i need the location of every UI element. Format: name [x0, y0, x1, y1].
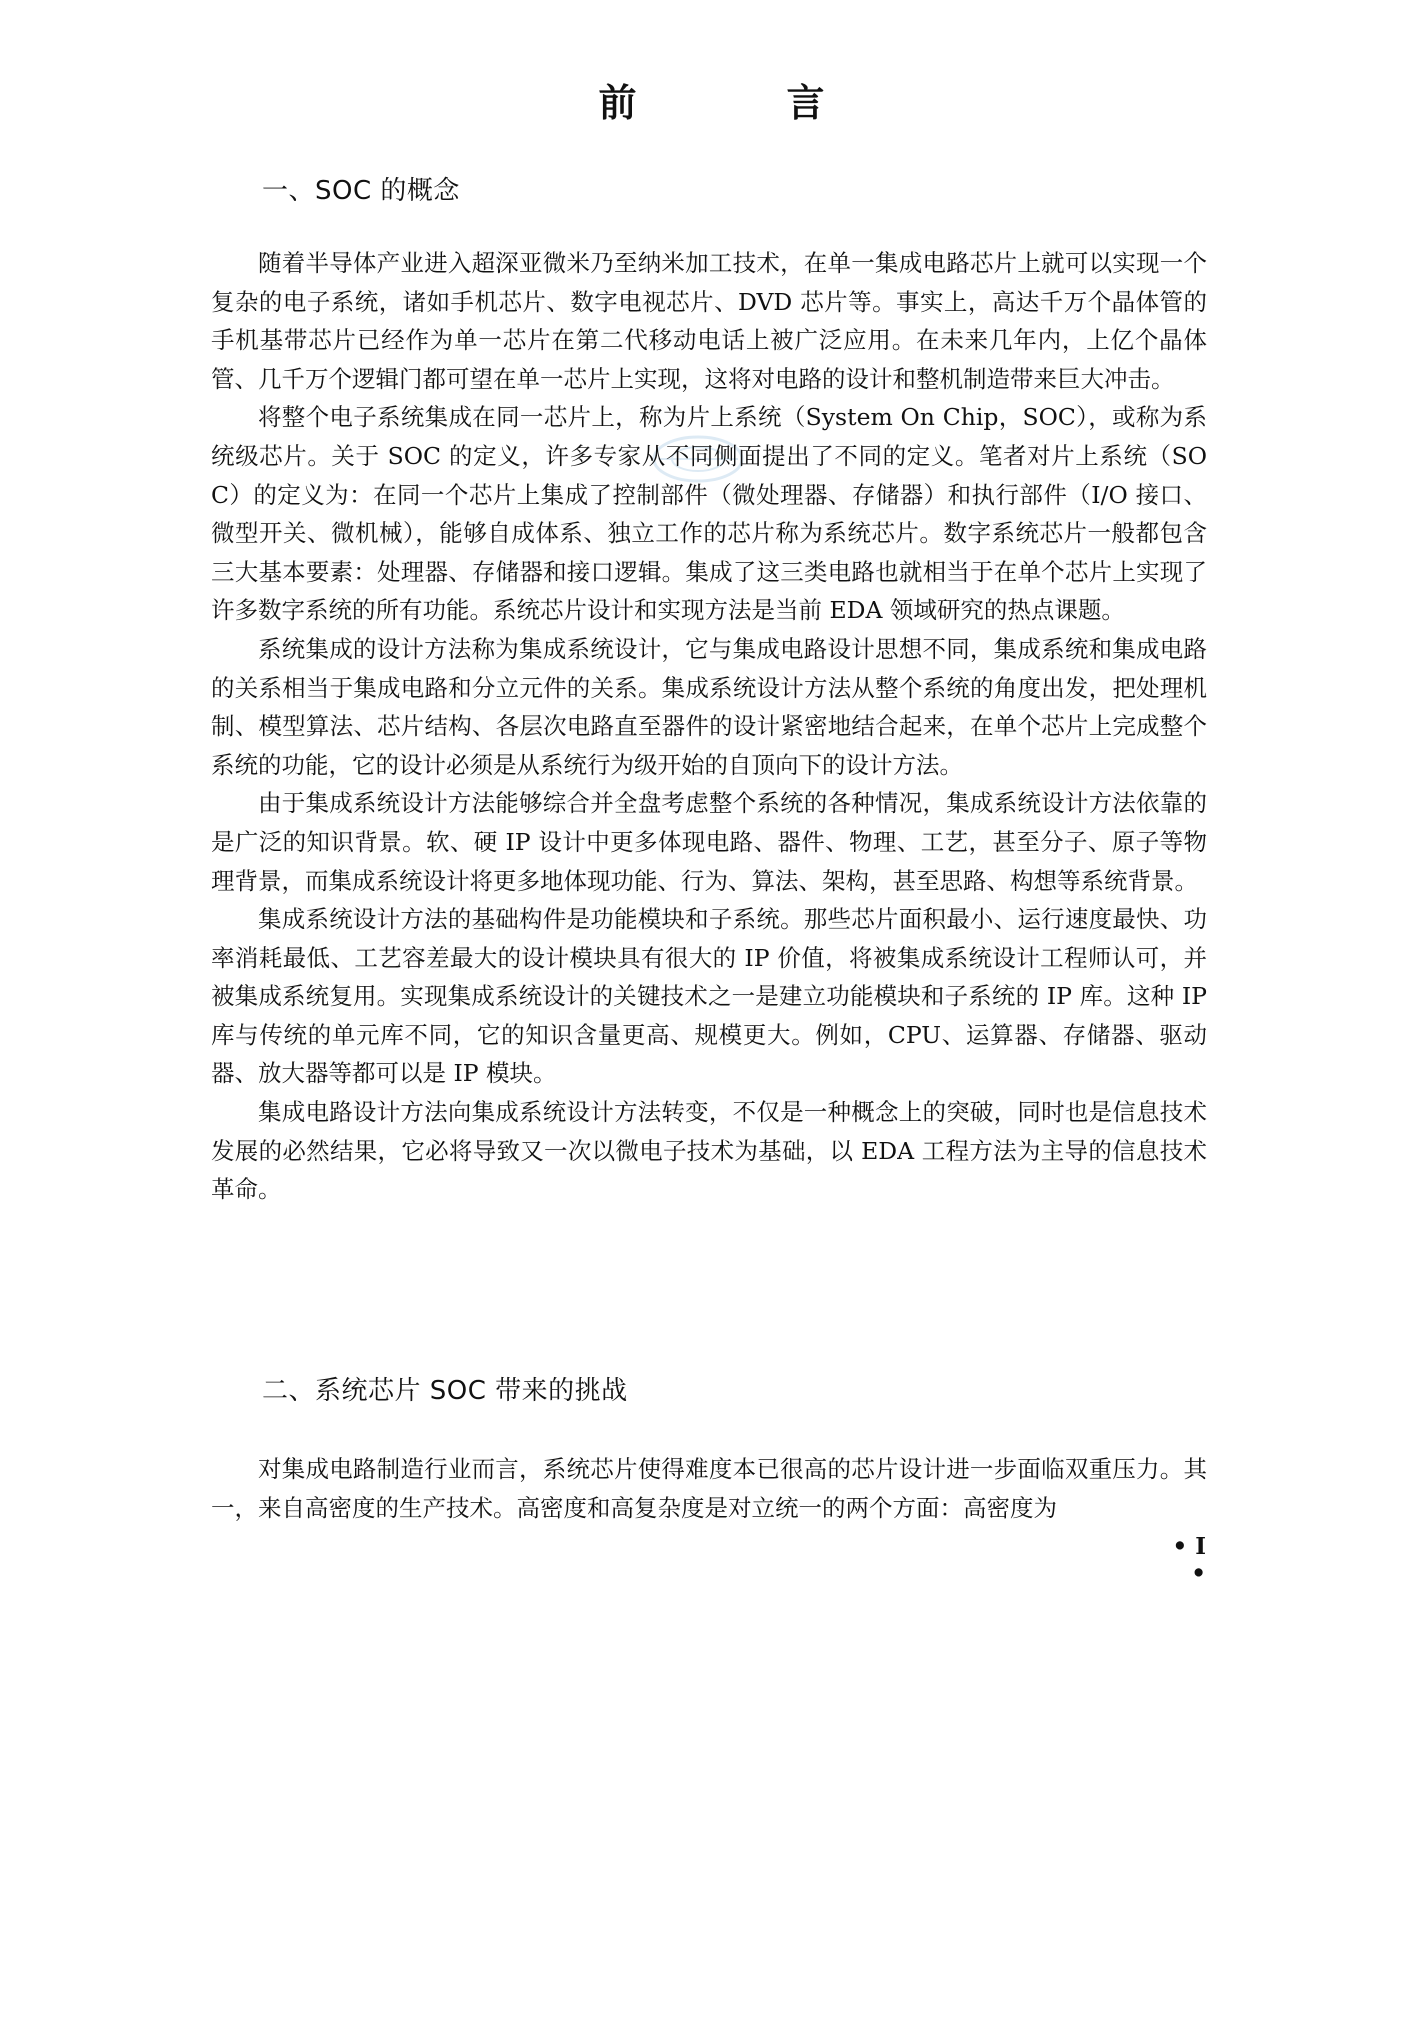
section-body-soc-concept — [211, 244, 1207, 1209]
paragraph: 随着半导体产业进入超深亚微米乃至纳米加工技术，在单一集成电路芯片上就可以实现一个复杂的电子系统，诸如手机芯片、数字电视芯片、DVD 芯片等。事实上，高达千万个晶体管的手机基带芯片已经作为单一芯片在第二代移动电话上被广泛应用。在未来几年内，上亿个晶体管、几千万个逻辑门都可望在单一芯片上实现，这将对电路的设计和整机制造带来巨大冲击。 — [211, 249, 1207, 393]
section-heading-soc-challenges: 二、系统芯片 SOC 带来的挑战 — [262, 1376, 628, 1406]
section-heading-soc-concept: 一、SOC 的概念 — [262, 176, 460, 206]
page-title: 前 言 — [598, 80, 881, 125]
page-number: • I • — [1172, 1533, 1206, 1587]
paragraph: 由于集成系统设计方法能够综合并全盘考虑整个系统的各种情况，集成系统设计方法依靠的是广泛的知识背景。软、硬 IP 设计中更多体现电路、器件、物理、工艺，甚至分子、原子等物理背景，而集成系统设计将更多地体现功能、行为、算法、架构，甚至思路、构想等系统背景。 — [211, 789, 1207, 895]
paragraph: 集成电路设计方法向集成系统设计方法转变，不仅是一种概念上的突破，同时也是信息技术发展的必然结果，它必将导致又一次以微电子技术为基础，以 EDA 工程方法为主导的信息技术革命。 — [211, 1098, 1207, 1204]
paragraph: 将整个电子系统集成在同一芯片上，称为片上系统（System On Chip，SOC），或称为系统级芯片。关于 SOC 的定义，许多专家从不同侧面提出了不同的定义。笔者对片上系统（SOC）的定义为：在同一个芯片上集成了控制部件（微处理器、存储器）和执行部件（I/O 接口、微型开关、微机械），能够自成体系、独立工作的芯片称为系统芯片。数字系统芯片一般都包含三大基本要素：处理器、存储器和接口逻辑。集成了这三类电路也就相当于在单个芯片上实现了许多数字系统的所有功能。系统芯片设计和实现方法是当前 EDA 领域研究的热点课题。 — [211, 403, 1207, 625]
section-body-soc-challenges — [211, 1450, 1207, 1527]
paragraph: 对集成电路制造行业而言，系统芯片使得难度本已很高的芯片设计进一步面临双重压力。其一，来自高密度的生产技术。高密度和高复杂度是对立统一的两个方面：高密度为 — [211, 1455, 1207, 1522]
paragraph: 系统集成的设计方法称为集成系统设计，它与集成电路设计思想不同，集成系统和集成电路的关系相当于集成电路和分立元件的关系。集成系统设计方法从整个系统的角度出发，把处理机制、模型算法、芯片结构、各层次电路直至器件的设计紧密地结合起来，在单个芯片上完成整个系统的功能，它的设计必须是从系统行为级开始的自顶向下的设计方法。 — [211, 634, 1207, 779]
paragraph: 集成系统设计方法的基础构件是功能模块和子系统。那些芯片面积最小、运行速度最快、功率消耗最低、工艺容差最大的设计模块具有很大的 IP 价值，将被集成系统设计工程师认可，并被集成系统复用。实现集成系统设计的关键技术之一是建立功能模块和子系统的 IP 库。这种 IP 库与传统的单元库不同，它的知识含量更高、规模更大。例如，CPU、运算器、存储器、驱动器、放大器等都可以是 IP 模块。 — [211, 905, 1207, 1088]
